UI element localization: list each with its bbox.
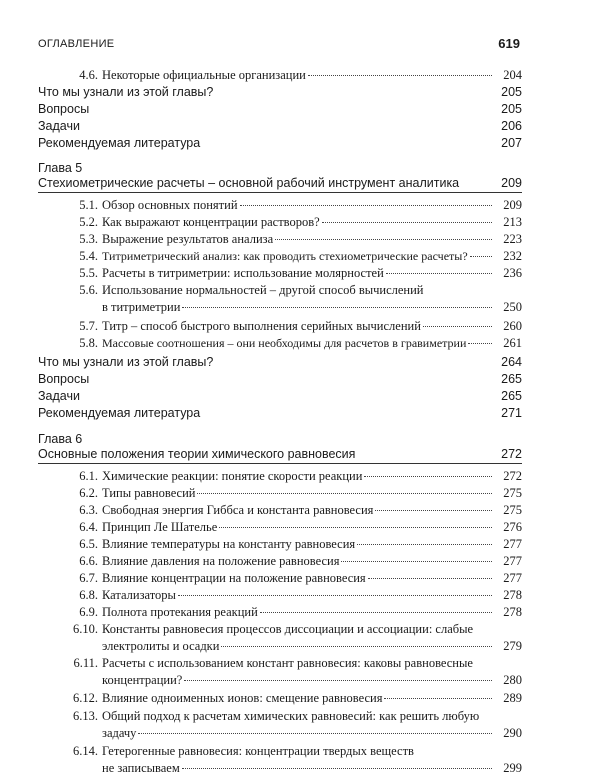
toc-section-5-5 [38,266,522,281]
dot-leader [260,611,492,613]
dot-leader [197,492,492,494]
section-number: 6.1. [79,469,98,483]
section-title: Расчеты в титриметрии: использование молярностей [102,266,384,280]
chapter-5-header [38,160,522,194]
summary-title: Задачи [38,119,80,133]
section-number: 5.8. [79,336,98,350]
toc-section-6-3 [38,503,522,518]
section-number: 4.6. [79,68,98,82]
summary-title: Задачи [38,389,80,403]
section-number: 5.1. [79,198,98,212]
section-number: 6.2. [79,486,98,500]
summary-title: Рекомендуемая литература [38,406,201,420]
section-number: 5.2. [79,215,98,229]
section-number: 6.7. [79,571,98,585]
toc-summary-row [38,84,522,100]
page-number: 619 [498,36,520,51]
toc-summary-row [38,371,522,387]
toc-section-5-1 [38,198,522,213]
dot-leader [182,767,492,769]
section-title: Массовые соотношения – они необходимы для расчетов в гравиметрии [102,336,467,350]
section-title-line: электролиты и осадки [102,639,220,653]
toc-section-6-11 [38,656,522,688]
dot-leader [221,645,492,647]
section-page: 277 [503,554,522,568]
section-title: Катализаторы [102,588,176,602]
dot-leader [275,238,492,240]
toc-section-6-1 [38,469,522,484]
running-head: ОГЛАВЛЕНИЕ [38,38,115,50]
summary-page: 265 [501,389,522,403]
section-title: Влияние давления на положение равновесия [102,554,340,568]
section-title: Обзор основных понятий [102,198,238,212]
toc-section-5-8 [38,336,522,351]
section-title: Как выражают концентрации растворов? [102,215,320,229]
section-title: Выражение результатов анализа [102,232,274,246]
toc-summary-row [38,388,522,404]
chapter-rule [38,192,522,193]
dot-leader [375,509,492,511]
section-page: 204 [503,68,522,82]
dot-leader [178,594,492,596]
chapter-page: 272 [501,447,522,461]
section-number: 6.9. [79,605,98,619]
section-page: 277 [503,571,522,585]
dot-leader [386,272,492,274]
summary-page: 206 [501,119,522,133]
toc-section-5-2 [38,215,522,230]
section-number: 6.11. [73,656,98,670]
chapter-page: 209 [501,176,522,190]
dot-leader [341,560,492,562]
toc-section-5-3 [38,232,522,247]
chapter-label: Глава 6 [38,432,83,446]
section-number: 6.3. [79,503,98,517]
toc-section-5-7 [38,319,522,334]
dot-leader [423,325,492,327]
toc-summary-row [38,135,522,151]
section-title-line: задачу [102,726,137,740]
section-page: 289 [503,691,522,705]
section-number: 6.14. [73,744,98,758]
chapter-label: Глава 5 [38,161,83,175]
section-number: 5.6. [79,283,98,297]
section-page: 279 [503,639,522,653]
section-title: Свободная энергия Гиббса и константа равновесия [102,503,374,517]
toc-section-5-4 [38,249,522,264]
toc-summary-row [38,118,522,134]
section-title: Химические реакции: понятие скорости реакции [102,469,363,483]
toc-summary-row [38,405,522,421]
dot-leader [308,74,492,76]
summary-title: Что мы узнали из этой главы? [38,355,214,369]
section-page: 272 [503,469,522,483]
dot-leader [182,306,492,308]
section-title-line: Константы равновесия процессов диссоциации и ассоциации: слабые [102,622,474,636]
chapter-title: Стехиометрические расчеты – основной рабочий инструмент аналитика [38,176,460,190]
dot-leader [384,697,492,699]
section-page: 209 [503,198,522,212]
section-title: Влияние одноименных ионов: смещение равновесия [102,691,383,705]
section-page: 278 [503,605,522,619]
section-title: Полнота протекания реакций [102,605,258,619]
section-page: 223 [503,232,522,246]
toc-section-6-13 [38,709,522,741]
toc-section-4-6 [38,68,522,83]
section-page: 275 [503,503,522,517]
toc-summary-row [38,354,522,370]
section-page: 250 [503,300,522,314]
summary-title: Рекомендуемая литература [38,136,201,150]
section-number: 6.13. [73,709,98,723]
section-page: 276 [503,520,522,534]
summary-page: 205 [501,85,522,99]
summary-page: 271 [501,406,522,420]
section-title-line: в титриметрии [102,300,181,314]
toc-section-6-4 [38,520,522,535]
section-page: 232 [503,249,522,263]
section-title-line: концентрации? [102,673,183,687]
section-page: 299 [503,761,522,775]
section-title-line: не записываем [102,761,180,775]
section-number: 6.10. [73,622,98,636]
dot-leader [138,732,492,734]
section-page: 275 [503,486,522,500]
section-number: 5.4. [79,249,98,263]
toc-section-6-5 [38,537,522,552]
toc-section-6-7 [38,571,522,586]
section-page: 290 [503,726,522,740]
dot-leader [219,526,492,528]
section-title: Некоторые официальные организации [102,68,306,82]
toc-section-6-2 [38,486,522,501]
section-number: 6.8. [79,588,98,602]
toc-section-6-14 [38,744,522,776]
summary-page: 265 [501,372,522,386]
chapter-rule [38,463,522,464]
dot-leader [468,342,492,344]
section-title: Типы равновесий [102,486,196,500]
summary-title: Что мы узнали из этой главы? [38,85,214,99]
section-number: 6.12. [73,691,98,705]
toc-section-6-8 [38,588,522,603]
dot-leader [364,475,492,477]
summary-page: 205 [501,102,522,116]
section-number: 5.7. [79,319,98,333]
section-number: 6.4. [79,520,98,534]
section-title-line: Общий подход к расчетам химических равновесий: как решить любую [102,709,480,723]
section-page: 280 [503,673,522,687]
section-number: 5.5. [79,266,98,280]
dot-leader [240,204,492,206]
section-number: 5.3. [79,232,98,246]
section-title-line: Гетерогенные равновесия: концентрации твердых веществ [102,744,414,758]
dot-leader [184,679,492,681]
section-page: 213 [503,215,522,229]
dot-leader [357,543,492,545]
section-title: Влияние концентрации на положение равновесия [102,571,366,585]
section-title: Влияние температуры на константу равновесия [102,537,356,551]
section-title: Принцип Ле Шателье [102,520,218,534]
section-title: Титр – способ быстрого выполнения серийных вычислений [102,319,421,333]
toc-section-6-9 [38,605,522,620]
summary-page: 207 [501,136,522,150]
section-number: 6.5. [79,537,98,551]
summary-title: Вопросы [38,102,90,116]
toc-section-6-10 [38,622,522,654]
section-title: Титриметрический анализ: как проводить стехиометрические расчеты? [102,249,468,263]
section-page: 277 [503,537,522,551]
section-page: 260 [503,319,522,333]
dot-leader [368,577,492,579]
toc-summary-row [38,101,522,117]
summary-page: 264 [501,355,522,369]
chapter-6-header [38,431,522,465]
section-page: 278 [503,588,522,602]
chapter-title: Основные положения теории химического равновесия [38,447,356,461]
section-title-line: Использование нормальностей – другой способ вычислений [102,283,424,297]
dot-leader [470,255,492,257]
toc-section-6-6 [38,554,522,569]
section-number: 6.6. [79,554,98,568]
summary-title: Вопросы [38,372,90,386]
section-page: 261 [503,336,522,350]
toc-section-6-12 [38,691,522,706]
toc-section-5-6 [38,283,522,315]
section-page: 236 [503,266,522,280]
section-title-line: Расчеты с использованием констант равновесия: каковы равновесные [102,656,473,670]
dot-leader [322,221,492,223]
